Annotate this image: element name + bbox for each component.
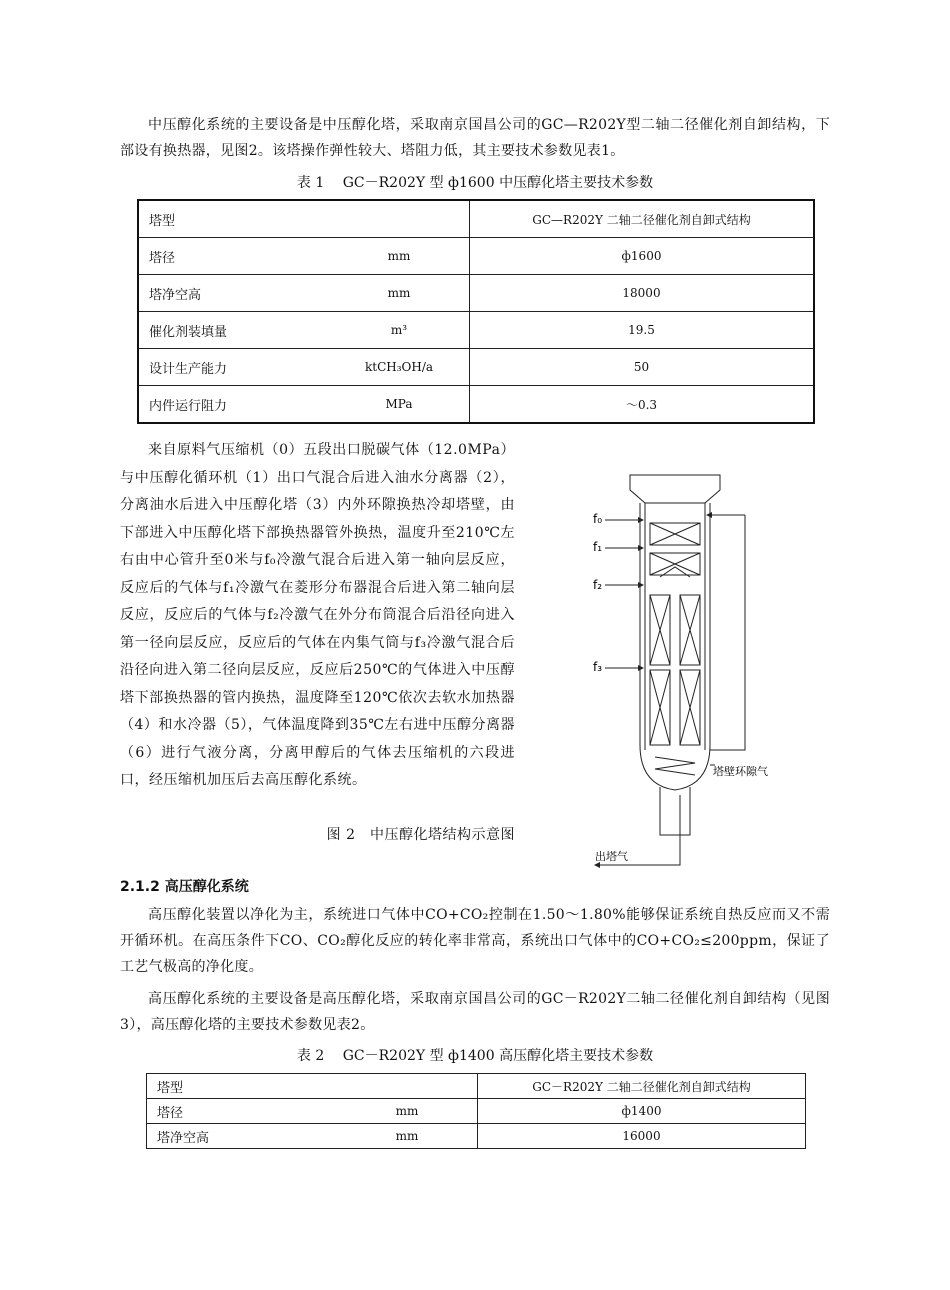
- figure2-caption: 图 2 中压醇化塔结构示意图: [326, 827, 515, 843]
- annulus-loop: [710, 515, 745, 750]
- hp-paragraph-1: 高压醇化装置以净化为主，系统进口气体中CO+CO₂控制在1.50～1.80%能够保证系统自热反应而又不需开循环机。在高压条件下CO、CO₂醇化反应的转化率非常高，系统出口气体中的CO+CO₂≤200ppm，保证了工艺气极高的净化度。: [120, 907, 830, 975]
- table-cell-value: 16000: [478, 1124, 806, 1149]
- tower-head: [630, 475, 720, 503]
- table-cell-unit: mm: [337, 1099, 478, 1124]
- outlet-pipe: [660, 787, 690, 835]
- table-cell-name: 催化剂装填量: [138, 312, 329, 349]
- table-cell-unit: mm: [329, 275, 470, 312]
- label-f0: f₀: [593, 512, 603, 526]
- table-row: [138, 349, 814, 386]
- table-cell-unit: [337, 1074, 478, 1099]
- table-cell-name: 设计生产能力: [138, 349, 329, 386]
- table-row: [138, 275, 814, 312]
- table-cell-value: 18000: [470, 275, 815, 312]
- table-cell-value: 19.5: [470, 312, 815, 349]
- table-cell-value: 50: [470, 349, 815, 386]
- figure2-diagram: [585, 465, 795, 875]
- table-cell-unit: mm: [337, 1124, 478, 1149]
- intro-paragraph: 中压醇化系统的主要设备是中压醇化塔，采取南京国昌公司的GC—R202Y型二轴二径催化剂自卸结构，下部设有换热器，见图2。该塔操作弹性较大、塔阻力低，其主要技术参数见表1。: [120, 117, 830, 159]
- table-row: [138, 386, 814, 424]
- table-row: [147, 1074, 806, 1099]
- table-cell-value: ф1600: [470, 238, 815, 275]
- table-cell-unit: [329, 200, 470, 238]
- table-cell-name: 塔型: [147, 1074, 338, 1099]
- heat-exchanger: [655, 757, 695, 775]
- table2-caption: 表 2 GC－R202Y 型 ф1400 高压醇化塔主要技术参数: [296, 1048, 654, 1064]
- table2: [146, 1073, 806, 1149]
- table-cell-value: ф1400: [478, 1099, 806, 1124]
- table-cell-name: 塔径: [138, 238, 329, 275]
- table-cell-unit: m³: [329, 312, 470, 349]
- table-row: [138, 312, 814, 349]
- process-paragraph: 来自原料气压缩机（0）五段出口脱碳气体（12.0MPa）与中压醇化循环机（1）出口气混合后进入油水分离器（2），分离油水后进入中压醇化塔（3）内外环隙换热冷却塔壁，由下部进入中压醇化塔下部换热器管外换热，温度升至210℃左右由中心管升至0米与f₀冷激气混合后进入第一轴向层反应，反应后的气体与f₁冷激气在菱形分布器混合后进入第二轴向层反应，反应后的气体与f₂冷激气在外分布筒混合后沿径向进入第一径向层反应，反应后的气体在内集气筒与f₃冷激气混合后沿径向进入第二径向层反应，反应后250℃的气体进入中压醇塔下部换热器的管内换热，温度降至120℃依次去软水加热器（4）和水冷器（5），气体温度降到35℃左右进中压醇分离器（6）进行气液分离，分离甲醇后的气体去压缩机的六段进口，经压缩机加压后去高压醇化系统。: [120, 442, 515, 788]
- table-cell-name: 内件运行阻力: [138, 386, 329, 424]
- label-f3: f₃: [593, 660, 603, 674]
- section-heading: 2.1.2 高压醇化系统: [120, 879, 249, 895]
- table1: [137, 199, 815, 424]
- label-f2: f₂: [593, 578, 603, 592]
- table-row: [138, 200, 814, 238]
- table-cell-unit: ktCH₃OH/a: [329, 349, 470, 386]
- table-cell-name: 塔净空高: [147, 1124, 338, 1149]
- table-cell-name: 塔净空高: [138, 275, 329, 312]
- label-f1: f₁: [593, 540, 603, 554]
- label-outlet: 出塔气: [595, 850, 628, 863]
- hp-paragraph-2: 高压醇化系统的主要设备是高压醇化塔，采取南京国昌公司的GC－R202Y二轴二径催化剂自卸结构（见图3），高压醇化塔的主要技术参数见表2。: [120, 991, 830, 1033]
- table-cell-value: GC－R202Y 二轴二径催化剂自卸式结构: [478, 1074, 806, 1099]
- label-annulus: 塔壁环隙气: [713, 765, 768, 778]
- table-cell-name: 塔型: [138, 200, 329, 238]
- table-row: [138, 238, 814, 275]
- table-cell-unit: mm: [329, 238, 470, 275]
- table-cell-name: 塔径: [147, 1099, 338, 1124]
- table-cell-value: ～0.3: [470, 386, 815, 424]
- table-cell-unit: MPa: [329, 386, 470, 424]
- table-cell-value: GC—R202Y 二轴二径催化剂自卸式结构: [470, 200, 815, 238]
- table1-caption: 表 1 GC－R202Y 型 ф1600 中压醇化塔主要技术参数: [296, 175, 654, 191]
- table-row: [147, 1099, 806, 1124]
- table-row: [147, 1124, 806, 1149]
